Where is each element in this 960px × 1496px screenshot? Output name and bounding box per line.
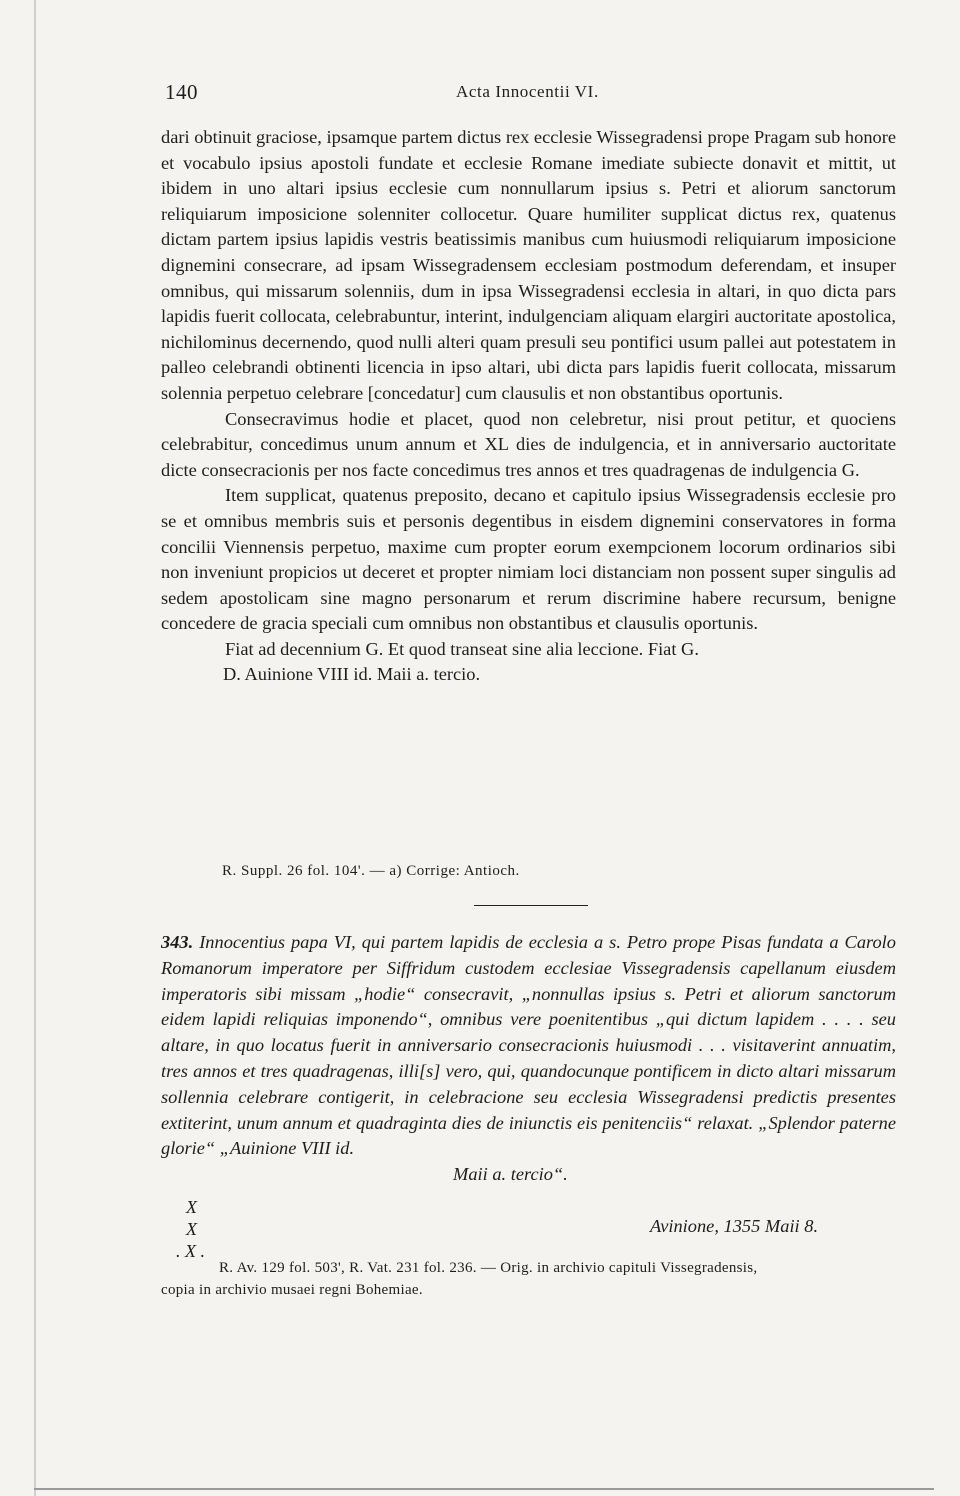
paragraph-2: Consecravimus hodie et placet, quod non celebretur, nisi prout petitur, et quociens celebrabitur, concedimus unum annum et XL dies de indulgencia, et in anniversario auctoritate dicte consecracionis per nos facte concedimus tres annos et tres quadragenas de indulgencia G. [161, 408, 896, 480]
running-head: Acta Innocentii VI. [456, 82, 599, 101]
separator-rule [474, 905, 588, 906]
paragraph-1: dari obtinuit graciose, ipsamque partem dictus rex ecclesie Wissegradensi prope Pragam sub honore et vocabulo ipsius apostoli fundate et ecclesie Romane imediate subiecte donavit et mittit, ut ibidem in uno altari ipsius ecclesie cum nonnullarum ipsius s. Petri et aliorum sanctorum reliquiarum imposicione solenniter collocetur. Quare humiliter supplicat dictus rex, quatenus dictam partem ipsius lapidis vestris beatissimis manibus cum huiusmodi reliquiarum imposicione dignemini consecrare, ad ipsam Wissegradensem ecclesiam postmodum deferendam, et insuper omnibus, qui missarum solenniis, dum in ipsa Wissegradensi ecclesia in altari, in quo dicta pars lapidis fuerit collocata, celebrabuntur, interint, indulgenciam aliquam elargiri auctoritate apostolica, nichilominus decernendo, quod nulli alteri quam presuli seu pontifici usum pallei aut potestatem in palleo celebrandi obtinenti licencia in ipso altari, ubi dicta pars lapidis fuerit collocata, missarum solennia perpetuo celebrare [concedatur] cum clausulis et non obstantibus oportunis. [161, 127, 896, 403]
regest-body: Innocentius papa VI, qui partem lapidis de ecclesia a s. Petro prope Pisas fundata a Carolo Romanorum imperatore per Siffridum custodem ecclesiae Vissegradensis capellanum eiusdem imperatoris sibi missam „hodie“ consecravit, „nonnullas ipsius s. Petri et aliorum sanctorum eidem lapidi reliquias imponendo“, omnibus vere poenitentibus „qui dictum lapidem . . . . seu altare, in quo locatus fuerit in anniversario consecracionis huiusmodi . . . visitaverint annuatim, tres annos et tres quadragenas, illi[s] vero, qui, quandocunque pontificem in dicto altari missarum sollennia celebrare contigerit, in celebracione seu ecclesia Wissegradensi predictis presentes extiterint, unum annum et quadraginta dies de iniunctis eis penitenciis“ relaxat. „Splendor paterne glorie“ „Auinione VIII id. [161, 932, 896, 1159]
page-header [0, 74, 960, 104]
cross-mark: X [186, 1219, 197, 1239]
paragraph-3: Item supplicat, quatenus preposito, decano et capitulo ipsius Wissegradensis ecclesie pro se et omnibus membris suis et personis degentibus in eisdem dignemini conservatores in forma concilii Viennensis perpetuo, maxime cum propter eorum exempcionem locorum ordinarios sibi non inveniunt propicios ut deceret et propter nimiam loci distanciam non possent super singulis ad sedem apostolicam sine magno personarum et rerum discrimine habere recursum, benigne concedere de gracia speciali cum omnibus non obstantibus et clausulis oportunis. [161, 485, 896, 634]
entry-number: 343. [161, 932, 194, 952]
regest-text [161, 930, 896, 1162]
dateline: Avinione, 1355 Maii 8. [650, 1216, 819, 1236]
page-number: 140 [165, 80, 198, 104]
paragraph-4: Fiat ad decennium G. Et quod transeat sine alia leccione. Fiat G. [225, 638, 699, 659]
footnote [161, 1257, 896, 1301]
regest-closing: Maii a. tercio“. [453, 1164, 568, 1185]
regest-entry [161, 930, 896, 1188]
page-edge-left [34, 0, 36, 1496]
cross-mark: X [186, 1197, 197, 1217]
footnote-line: copia in archivio musaei regni Bohemiae. [161, 1282, 423, 1298]
source-note: R. Suppl. 26 fol. 104'. — a) Corrige: Antioch. [222, 863, 520, 879]
page-edge-bottom [34, 1488, 934, 1490]
cross-mark: . X . [176, 1241, 205, 1261]
main-text [161, 125, 896, 688]
cross-marks [176, 1196, 205, 1262]
footnote-line: R. Av. 129 fol. 503', R. Vat. 231 fol. 236. — Orig. in archivio capituli Vissegradensis, [219, 1260, 758, 1276]
paragraph-5: D. Auinione VIII id. Maii a. tercio. [223, 664, 481, 685]
